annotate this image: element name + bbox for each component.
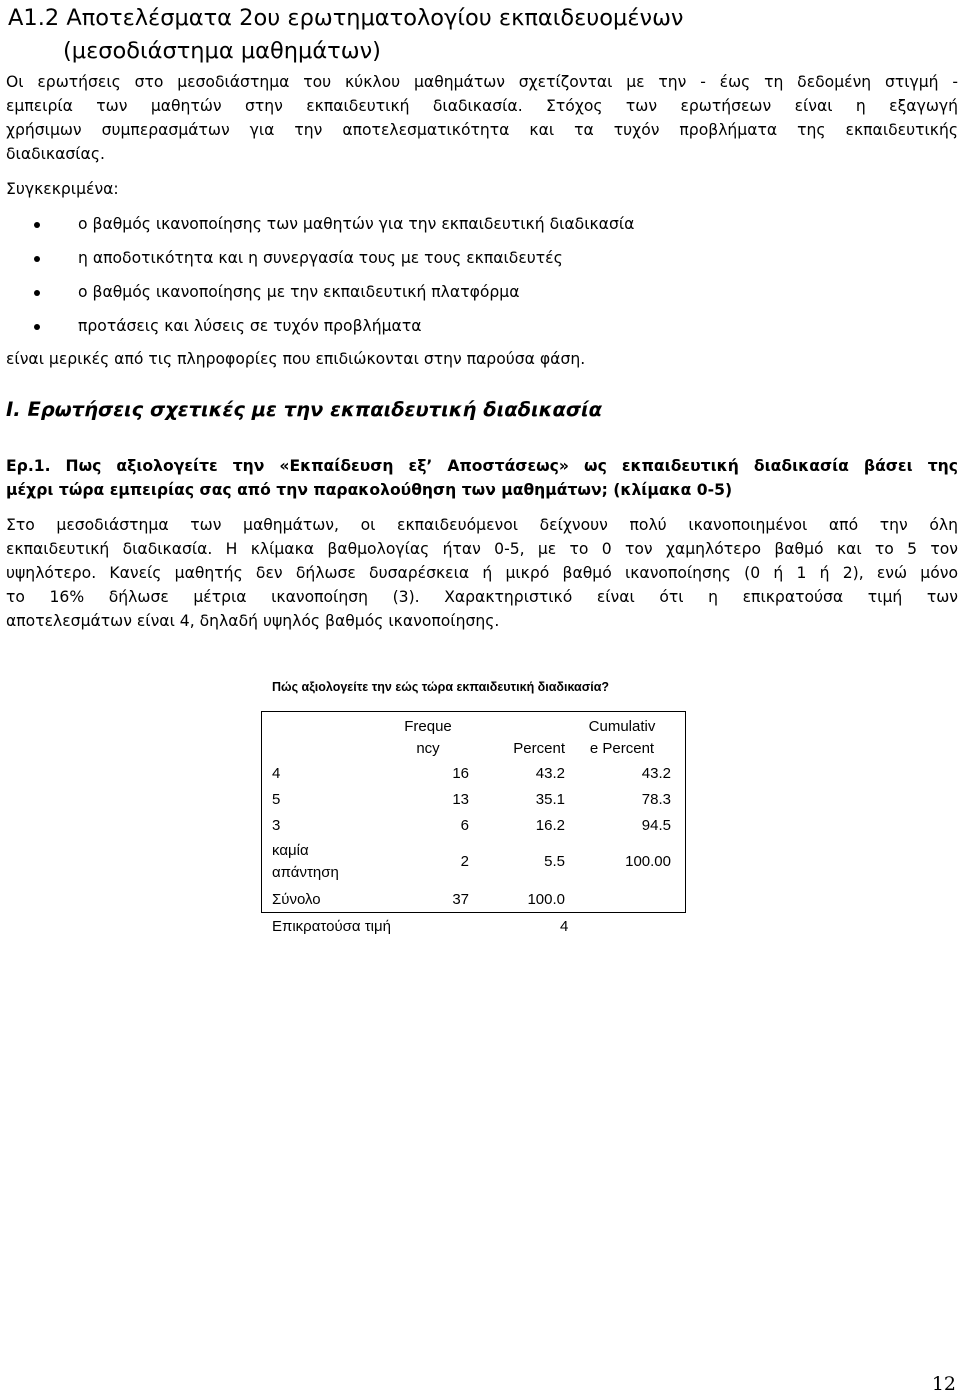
question-line: Ερ.1. Πως αξιολογείτε την «Εκπαίδευση εξ’ Αποστάσεως» ως εκπαιδευτική διαδικασία βάσει της (6, 457, 958, 475)
table-total-row: Σύνολο 37 100.0 (272, 890, 565, 908)
mode-row (272, 918, 569, 935)
title-line-1: A1.2 Αποτελέσματα 2ου ερωτηματολογίου εκπαιδευομένων (8, 5, 684, 31)
after-bullets-text: είναι μερικές από τις πληροφορίες που επιδιώκονται στην παρούσα φάση. (6, 350, 586, 368)
bullet-item: ο βαθμός ικανοποίησης με την εκπαιδευτική πλατφόρμα (0, 277, 960, 311)
answer-line: υψηλότερο. Κανείς μαθητής δεν δήλωσε δυσαρέσκεια ή μικρό βαθμό ικανοποίησης (0 ή 1 ή 2), ενώ μόνο (6, 564, 958, 582)
table-row: 5 13 35.1 78.3 (272, 790, 671, 808)
table-title: Πώς αξιολογείτε την εώς τώρα εκπαιδευτική διαδικασία? (272, 680, 610, 694)
intro-paragraph (6, 70, 958, 166)
section-heading: I. Ερωτήσεις σχετικές με την εκπαιδευτική διαδικασία (6, 398, 603, 421)
table-row: καμία απάντηση 2 5.5 100.00 (272, 842, 671, 881)
answer-line: αποτελεσμάτων είναι 4, δηλαδή υψηλός βαθμός ικανοποίησης. (6, 612, 500, 630)
mode-label: Επικρατούσα τιμή (272, 918, 391, 935)
header-percent: Percent (513, 740, 565, 757)
header-frequency: Freque ncy (404, 718, 452, 757)
question-text (6, 454, 958, 502)
bullet-item: ο βαθμός ικανοποίησης των μαθητών για την εκπαιδευτική διαδικασία (0, 209, 960, 243)
bullet-list (0, 209, 960, 345)
bullet-icon (34, 256, 40, 262)
answer-line: Στο μεσοδιάστημα των μαθημάτων, οι εκπαιδευόμενοι δείχνουν πολύ ικανοποιημένοι από την όλη (6, 516, 958, 534)
bullet-icon (34, 222, 40, 228)
intro-line: εμπειρία των μαθητών στην εκπαιδευτική διαδικασία. Στόχος των ερωτήσεων είναι η εξαγωγή (6, 97, 958, 115)
page-number: 12 (931, 1373, 956, 1395)
answer-line: εκπαιδευτική διαδικασία. Η κλίμακα βαθμολογίας ήταν 0-5, με το 0 τον χαμηλότερο βαθμό και το 5 τον (6, 540, 958, 558)
bullet-item: προτάσεις και λύσεις σε τυχόν προβλήματα (0, 311, 960, 345)
specifically-label: Συγκεκριμένα: (6, 180, 119, 198)
header-cumulative: Cumulativ e Percent (588, 718, 656, 757)
bullet-icon (34, 324, 40, 330)
frequency-table (261, 711, 686, 913)
answer-line: το 16% δήλωσε μέτρια ικανοποίηση (3). Χαρακτηριστικό είναι ότι η επικρατούσα τιμή των (6, 588, 958, 606)
answer-paragraph (6, 513, 958, 633)
intro-line: διαδικασίας. (6, 145, 105, 163)
intro-line: Οι ερωτήσεις στο μεσοδιάστημα του κύκλου μαθημάτων σχετίζονται με την - έως τη δεδομένη στιγμή - (6, 73, 958, 91)
question-line: μέχρι τώρα εμπειρίας σας από την παρακολούθηση των μαθημάτων; (κλίμακα 0-5) (6, 481, 733, 499)
table-header-row (262, 712, 686, 761)
header-empty (262, 712, 388, 761)
bullet-item: η αποδοτικότητα και η συνεργασία τους με τους εκπαιδευτές (0, 243, 960, 277)
table-row: 3 6 16.2 94.5 (272, 816, 671, 834)
intro-line: χρήσιμων συμπερασμάτων για την αποτελεσματικότητα και τα τυχόν προβλήματα της εκπαιδευτικής (6, 121, 958, 139)
title-line-2: (μεσοδιάστημα μαθημάτων) (63, 38, 381, 64)
bullet-icon (34, 290, 40, 296)
table-row: 4 16 43.2 43.2 (272, 764, 671, 782)
page-title (8, 2, 948, 68)
mode-value: 4 (560, 918, 569, 935)
